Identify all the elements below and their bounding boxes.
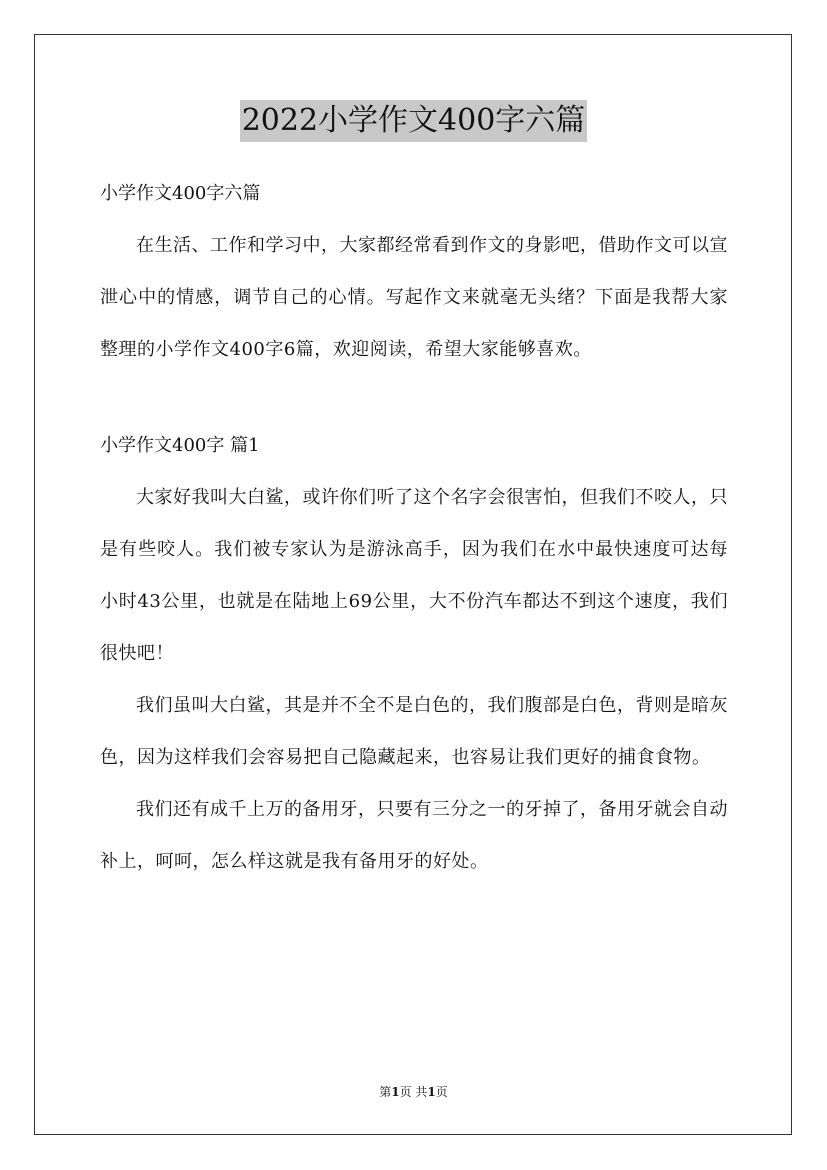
footer-prefix: 第 [379,1085,392,1099]
footer-page-total: 1 [427,1085,436,1099]
body-paragraph-3: 我们还有成千上万的备用牙，只要有三分之一的牙掉了，备用牙就会自动补上，呵呵，怎么样这就是我有备用牙的好处。 [100,799,728,872]
page-footer [0,1084,827,1100]
intro-paragraph: 在生活、工作和学习中，大家都经常看到作文的身影吧，借助作文可以宣泄心中的情感，调节自己的心情。写起作文来就毫无头绪？下面是我帮大家整理的小学作文400字6篇，欢迎阅读，希望大家能够喜欢。 [100,235,728,360]
body-paragraph-1: 大家好我叫大白鲨，或许你们听了这个名字会很害怕，但我们不咬人，只是有些咬人。我们被专家认为是游泳高手，因为我们在水中最快速度可达每小时43公里，也就是在陆地上69公里，大不份汽车都达不到这个速度，我们很快吧！ [100,487,728,664]
document-title: 2022小学作文400字六篇 [240,100,588,142]
intro-heading: 小学作文400字六篇 [100,183,261,204]
section-heading: 小学作文400字 篇1 [100,435,260,456]
footer-mid: 页 共 [399,1085,428,1099]
section-spacer [100,376,728,420]
footer-page-current: 1 [391,1085,400,1099]
body-paragraph-2: 我们虽叫大白鲨，其是并不全不是白色的，我们腹部是白色，背则是暗灰色，因为这样我们会容易把自己隐藏起来，也容易让我们更好的捕食食物。 [100,695,728,768]
document-body [100,168,728,888]
title-container [0,100,827,142]
footer-suffix: 页 [435,1085,448,1099]
